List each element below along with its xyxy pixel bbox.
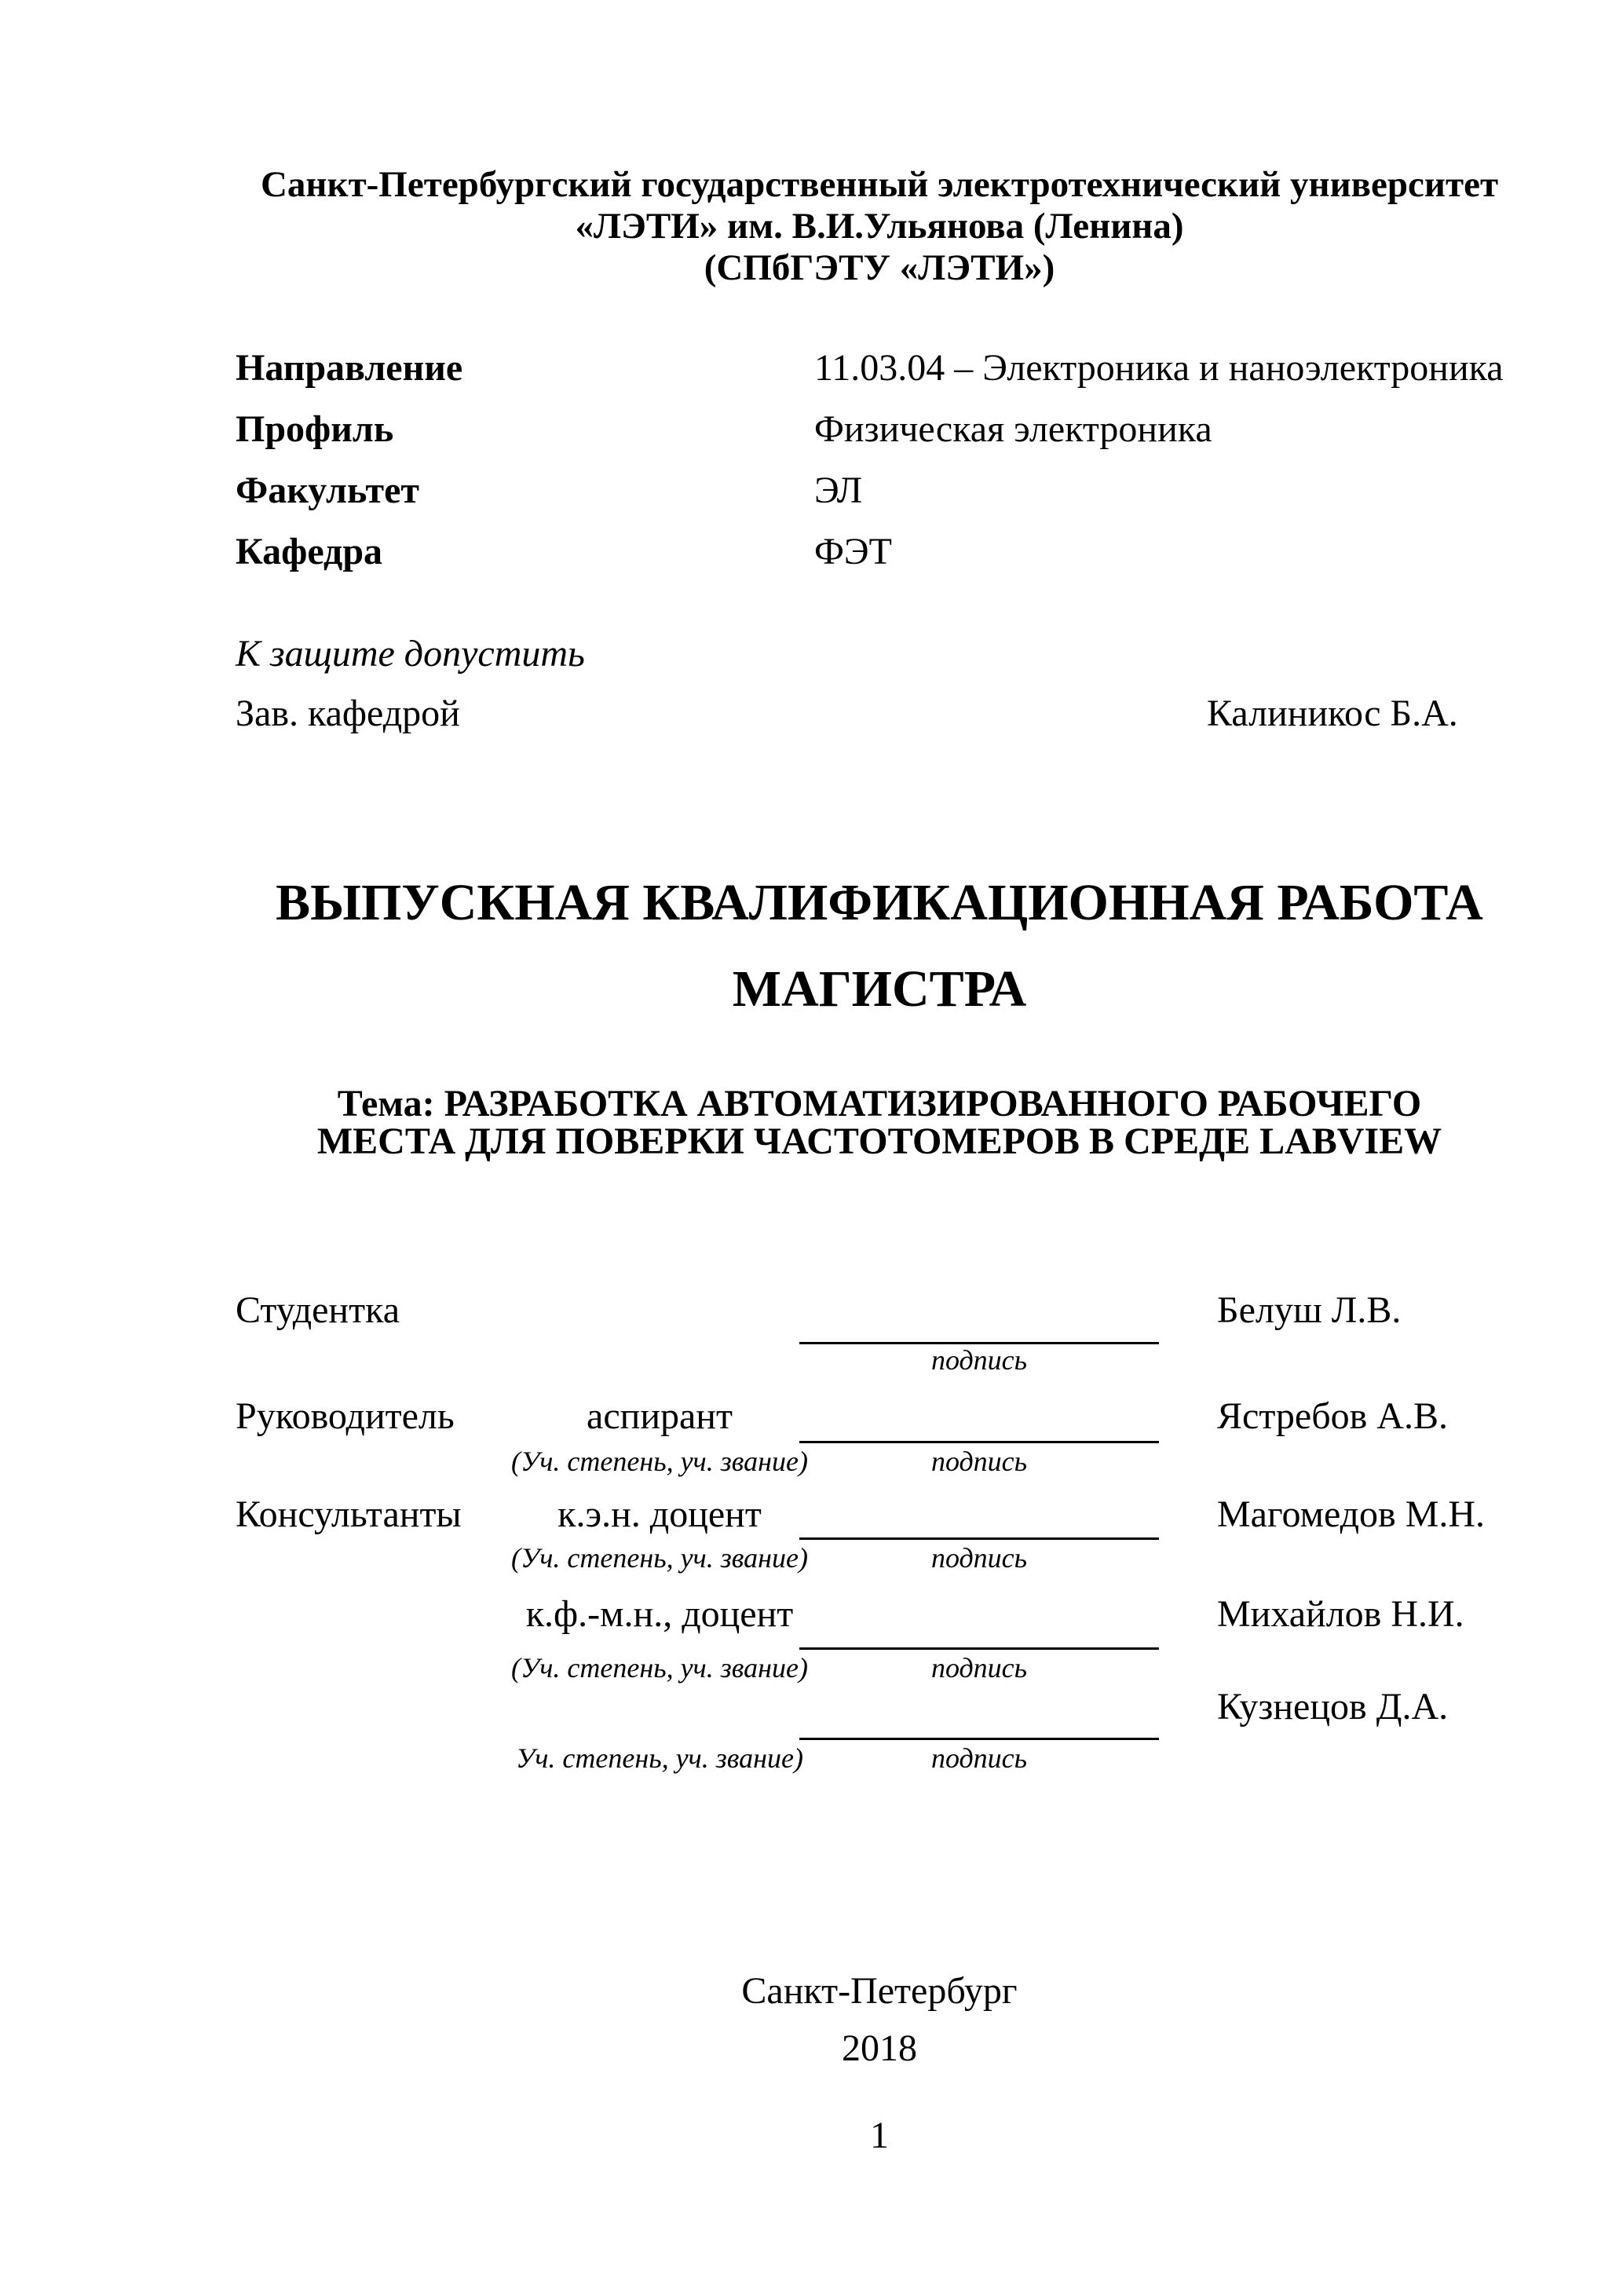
- footer-year: 2018: [842, 2027, 917, 2069]
- degree-note: (Уч. степень, уч. звание): [511, 1446, 808, 1477]
- degree-note: Уч. степень, уч. звание): [516, 1742, 803, 1774]
- signee-name: Ястребов А.В.: [1217, 1395, 1448, 1437]
- field-value-department: ФЭТ: [814, 531, 892, 572]
- thesis-title-line-1: ВЫПУСКНАЯ КВАЛИФИКАЦИОННАЯ РАБОТА: [276, 874, 1483, 931]
- thesis-theme-line-2: МЕСТА ДЛЯ ПОВЕРКИ ЧАСТОТОМЕРОВ В СРЕДЕ LABVIEW: [316, 1121, 1442, 1162]
- field-value-direction: 11.03.04 – Электроника и наноэлектроника: [814, 347, 1504, 389]
- field-value-faculty: ЭЛ: [814, 470, 863, 511]
- admission-position: Зав. кафедрой: [236, 693, 460, 734]
- signature-caption: подпись: [930, 1344, 1028, 1376]
- university-header-line-2: «ЛЭТИ» им. В.И.Ульянова (Ленина): [575, 206, 1184, 247]
- university-header: [236, 164, 1523, 289]
- role-label: Руководитель: [236, 1395, 455, 1437]
- degree-note: (Уч. степень, уч. звание): [511, 1652, 808, 1684]
- degree-label: к.э.н. доцент: [557, 1493, 762, 1535]
- field-value-profile: Физическая электроника: [814, 408, 1212, 450]
- university-header-line-1: Санкт-Петербургский государственный электротехнический университет: [260, 164, 1499, 205]
- thesis-title-line-2: МАГИСТРА: [732, 960, 1027, 1018]
- signee-name: Белуш Л.В.: [1217, 1289, 1402, 1331]
- role-label: Студентка: [236, 1289, 400, 1331]
- field-label-faculty: Факультет: [236, 470, 419, 511]
- thesis-theme-line-1: Тема: РАЗРАБОТКА АВТОМАТИЗИРОВАННОГО РАБОЧЕГО: [337, 1083, 1422, 1124]
- page-number: 1: [870, 2115, 889, 2156]
- degree-note: (Уч. степень, уч. звание): [511, 1542, 808, 1574]
- signature-caption: подпись: [930, 1446, 1028, 1477]
- signature-line: [799, 1647, 1159, 1650]
- signature-line: [799, 1441, 1159, 1443]
- field-label-profile: Профиль: [236, 408, 394, 450]
- footer-city: Санкт-Петербург: [741, 1970, 1018, 2012]
- field-label-direction: Направление: [236, 347, 463, 389]
- university-header-line-3: (СПбГЭТУ «ЛЭТИ»): [704, 247, 1055, 288]
- degree-label: аспирант: [587, 1395, 733, 1437]
- signee-name: Михайлов Н.И.: [1217, 1593, 1464, 1635]
- signature-line: [799, 1537, 1159, 1540]
- role-label: Консультанты: [236, 1493, 462, 1535]
- admission-note: К защите допустить: [236, 633, 585, 675]
- signature-caption: подпись: [930, 1742, 1028, 1774]
- signee-name: Магомедов М.Н.: [1217, 1493, 1486, 1535]
- signee-name: Кузнецов Д.А.: [1217, 1686, 1449, 1727]
- signature-line: [799, 1738, 1159, 1740]
- signature-caption: подпись: [930, 1542, 1028, 1574]
- degree-label: к.ф.-м.н., доцент: [525, 1593, 794, 1635]
- admission-name: Калиникос Б.А.: [1207, 693, 1458, 734]
- signature-caption: подпись: [930, 1652, 1028, 1684]
- field-label-department: Кафедра: [236, 531, 383, 572]
